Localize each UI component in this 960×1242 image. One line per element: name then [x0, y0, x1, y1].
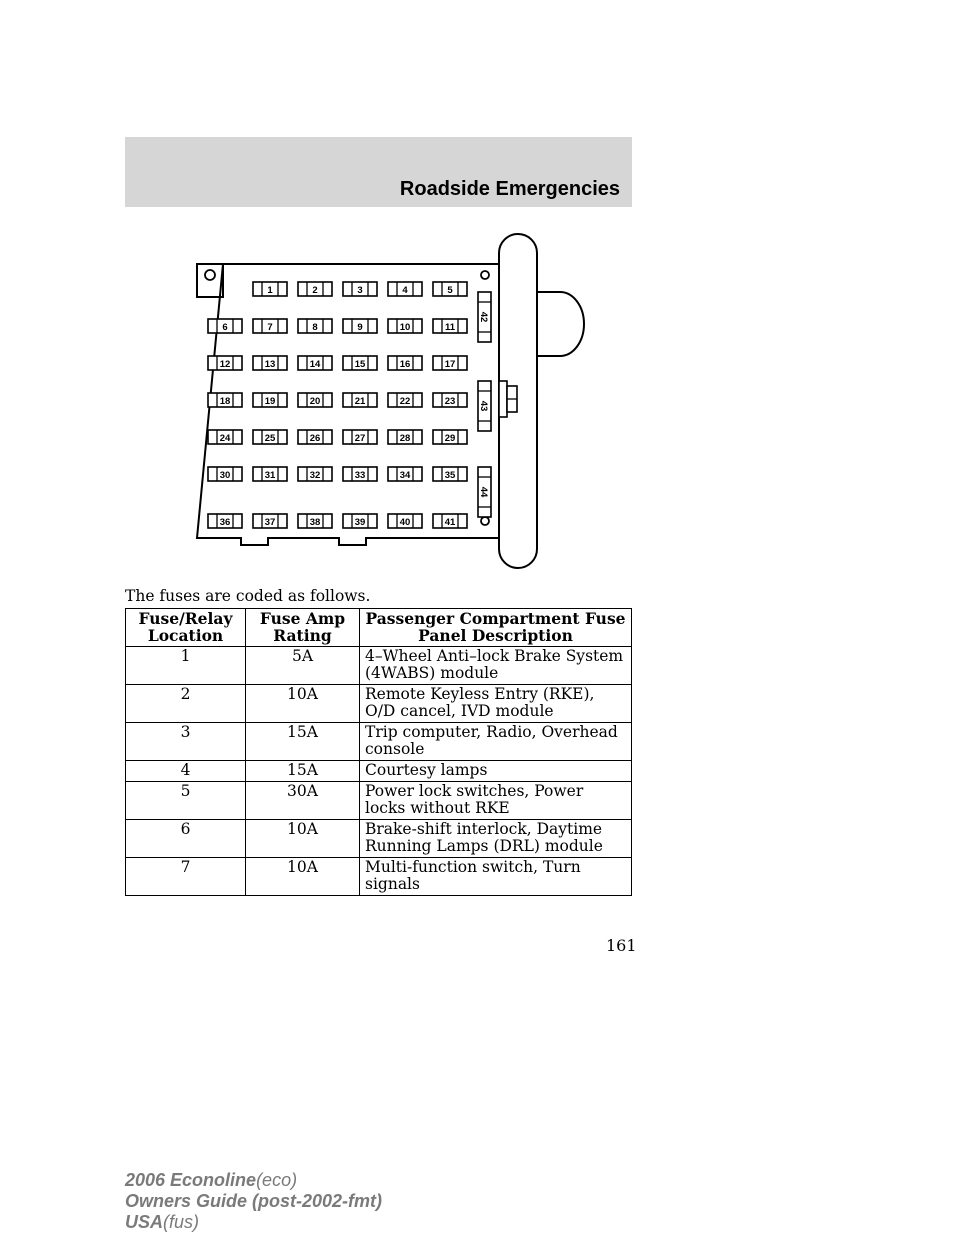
- mounting-hole-bottom-right: [481, 517, 489, 525]
- fuse-number-12: 12: [219, 359, 231, 370]
- fuse-number-17: 17: [444, 359, 456, 370]
- fuse-number-22: 22: [399, 396, 411, 407]
- fuse-number-13: 13: [264, 359, 276, 370]
- cell-amp-rating: 10A: [246, 685, 360, 723]
- connector-block: [499, 381, 507, 417]
- relay-number-44: 44: [478, 486, 489, 498]
- table-row: [126, 782, 632, 820]
- header-description: Passenger Compartment Fuse Panel Description: [360, 609, 632, 647]
- fuse-number-2: 2: [312, 285, 318, 296]
- fuse-number-18: 18: [219, 396, 231, 407]
- fuse-number-3: 3: [357, 285, 363, 296]
- fuse-number-8: 8: [312, 322, 318, 333]
- cell-amp-rating: 30A: [246, 782, 360, 820]
- cell-amp-rating: 15A: [246, 723, 360, 761]
- cell-location: 7: [126, 858, 246, 896]
- fuse-number-25: 25: [264, 433, 276, 444]
- fuse-table-body: [126, 647, 632, 896]
- fuse-number-33: 33: [354, 470, 366, 481]
- header-amp-rating: Fuse Amp Rating: [246, 609, 360, 647]
- footer-model-code: (eco): [256, 1170, 298, 1190]
- cell-description: Courtesy lamps: [360, 761, 632, 782]
- fuse-number-37: 37: [264, 517, 276, 528]
- table-row: [126, 685, 632, 723]
- cell-location: 4: [126, 761, 246, 782]
- fuse-number-28: 28: [399, 433, 411, 444]
- table-row: [126, 723, 632, 761]
- fuse-number-29: 29: [444, 433, 456, 444]
- panel-side-tab: [536, 292, 584, 356]
- cell-amp-rating: 10A: [246, 858, 360, 896]
- relay-number-42: 42: [478, 311, 489, 323]
- document-footer: [125, 1170, 382, 1233]
- fuse-table: [125, 608, 632, 896]
- footer-guide: Owners Guide (post-2002-fmt): [125, 1191, 383, 1211]
- fuse-number-35: 35: [444, 470, 456, 481]
- fuse-number-27: 27: [354, 433, 366, 444]
- cell-amp-rating: 15A: [246, 761, 360, 782]
- fuse-number-19: 19: [264, 396, 276, 407]
- fuse-number-10: 10: [399, 322, 411, 333]
- cell-location: 6: [126, 820, 246, 858]
- fuse-number-32: 32: [309, 470, 321, 481]
- cell-description: Brake-shift interlock, Daytime Running Lamps (DRL) module: [360, 820, 632, 858]
- cell-amp-rating: 10A: [246, 820, 360, 858]
- fuse-number-30: 30: [219, 470, 231, 481]
- table-header-row: [126, 609, 632, 647]
- cell-description: Power lock switches, Power locks without RKE: [360, 782, 632, 820]
- mounting-hole-top-right: [481, 271, 489, 279]
- footer-market: USA: [125, 1212, 164, 1232]
- section-title: Roadside Emergencies: [399, 178, 620, 200]
- mounting-hole-top-left: [205, 270, 215, 280]
- cell-amp-rating: 5A: [246, 647, 360, 685]
- table-row: [126, 858, 632, 896]
- fuse-number-5: 5: [447, 285, 453, 296]
- cell-location: 3: [126, 723, 246, 761]
- fuse-number-16: 16: [399, 359, 411, 370]
- cell-location: 5: [126, 782, 246, 820]
- fuse-number-7: 7: [267, 322, 273, 333]
- cell-location: 1: [126, 647, 246, 685]
- intro-text: The fuses are coded as follows.: [125, 587, 371, 605]
- fuse-number-21: 21: [354, 396, 366, 407]
- fuse-number-11: 11: [444, 322, 456, 333]
- table-row: [126, 647, 632, 685]
- fuse-number-39: 39: [354, 517, 366, 528]
- cell-description: Remote Keyless Entry (RKE), O/D cancel, IVD module: [360, 685, 632, 723]
- fuse-number-26: 26: [309, 433, 321, 444]
- fuse-number-36: 36: [219, 517, 231, 528]
- page-number: 161: [606, 936, 637, 955]
- fuse-number-41: 41: [444, 517, 456, 528]
- fuse-number-14: 14: [309, 359, 321, 370]
- relay-number-43: 43: [478, 400, 489, 412]
- footer-market-code: (fus): [163, 1212, 200, 1232]
- fuse-number-20: 20: [309, 396, 321, 407]
- fuse-number-31: 31: [264, 470, 276, 481]
- fuse-panel-diagram: [0, 0, 960, 580]
- fuse-number-4: 4: [402, 285, 408, 296]
- fuse-number-6: 6: [222, 322, 228, 333]
- table-row: [126, 761, 632, 782]
- cell-description: Trip computer, Radio, Overhead console: [360, 723, 632, 761]
- fuse-number-15: 15: [354, 359, 366, 370]
- cell-description: 4–Wheel Anti–lock Brake System (4WABS) module: [360, 647, 632, 685]
- cell-description: Multi-function switch, Turn signals: [360, 858, 632, 896]
- fuse-number-1: 1: [267, 285, 273, 296]
- header-location: Fuse/Relay Location: [126, 609, 246, 647]
- footer-model: 2006 Econoline: [125, 1170, 257, 1190]
- fuse-number-23: 23: [444, 396, 456, 407]
- cell-location: 2: [126, 685, 246, 723]
- fuse-number-24: 24: [219, 433, 231, 444]
- fuse-number-34: 34: [399, 470, 411, 481]
- fuse-number-38: 38: [309, 517, 321, 528]
- table-row: [126, 820, 632, 858]
- fuse-number-9: 9: [357, 322, 363, 333]
- fuse-number-40: 40: [399, 517, 411, 528]
